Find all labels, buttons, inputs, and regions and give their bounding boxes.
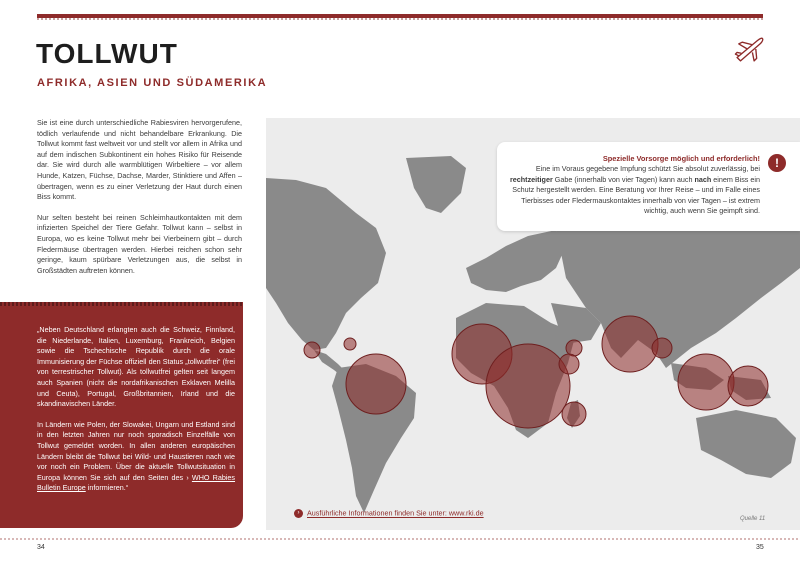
quote-sidebox-text	[37, 325, 235, 504]
page-number-left: 34	[37, 544, 45, 551]
intro-text	[37, 118, 242, 286]
rki-info-link[interactable]	[294, 508, 484, 518]
page-subtitle: AFRIKA, ASIEN UND SÜDAMERIKA	[37, 77, 268, 89]
airplane-icon	[732, 32, 766, 66]
alert-icon: !	[768, 154, 786, 172]
top-rule-dotted	[37, 18, 763, 20]
quote-paragraph-2: In Ländern wie Polen, der Slowakei, Ungarn und Estland sind in den letzten Jahren nur noch sporadisch Einzelfälle von Tollwut gemeldet worden. In allen anderen europäischen Ländern bleibt die Tollwut bei Wild- und Haustieren nach wie vor noch ein Problem. Über die aktuelle Tollwutsituation in Europa können Sie sich auf den Seiten des › WHO Rabies Bulletin Europe informieren.“	[37, 419, 236, 493]
info-body: Eine im Voraus gegebene Impfung schützt Sie absolut zuverlässig, bei rechtzeitiger Gabe (innerhalb von vier Tagen) kann auch nach einem Biss ein Schutz hergestellt werden. Eine Beratung vor Ihrer Reise – und im Falle eines Tierbisses oder Fledermauskontaktes innerhalb von vier Tagen – ist extrem wichtig, auch wenn Sie geimpft sind.	[510, 164, 760, 216]
who-bulletin-link[interactable]: WHO Rabies Bulletin Europe	[37, 472, 236, 493]
info-callout	[497, 142, 800, 231]
rki-link-text[interactable]: Ausführliche Informationen finden Sie unter: www.rki.de	[307, 508, 484, 518]
intro-paragraph-1: Sie ist eine durch unterschiedliche Rabiesviren hervorgerufene, tödlich verlaufende und nicht behandelbare Erkrankung. Die Tollwut kommt fast weltweit vor und stellt vor allem in Afrika und auf dem indischen Subkontinent ein hohes Risiko für Reisende dar. Sie wird durch alle warmblütigen Wirbeltiere – vor allem Hunde, Katzen, Füchse, Dachse, Marder, Stinktiere und Affen – übertragen, wenn es zu einer Verletzung der Haut durch einen Biss kommt.	[37, 118, 242, 202]
quote-paragraph-1: „Neben Deutschland erlangten auch die Schweiz, Finnland, die Niederlande, Italien, Luxemburg, Frankreich, Belgien sowie die Tschechische Republik durch die orale Immunisierung der Füchse offiziell den Status „tollwutfrei“ (frei von terrestrischer Tollwut). Als tollwutfrei gelten seit langem auch Spanien (nicht die nordafrikanischen Exklaven Melilla und Ceuta), Portugal, Großbritannien, Irland und die skandinavischen Länder.	[37, 325, 235, 409]
link-arrow-icon: ›	[294, 509, 303, 518]
bottom-rule-dotted	[0, 538, 800, 540]
info-heading: Spezielle Vorsorge möglich und erforderlich!	[602, 154, 760, 163]
map-source: Quelle 11	[740, 516, 766, 522]
link-arrow-icon: ›	[186, 472, 189, 482]
page-number-right: 35	[756, 544, 764, 551]
page-title: TOLLWUT	[36, 38, 178, 69]
intro-paragraph-2: Nur selten besteht bei reinen Schleimhautkontakten mit dem infizierten Speichel der Tiere Gefahr. Tollwut kann – selbst in Europa, wo es keine Tollwut mehr bei Vierbeinern gibt – durch Fledermäuse übertragen werden. Hierbei reichen schon sehr geringe, kaum spürbare Verletzungen aus, die selbst in Großstädten auftreten können.	[37, 212, 242, 275]
